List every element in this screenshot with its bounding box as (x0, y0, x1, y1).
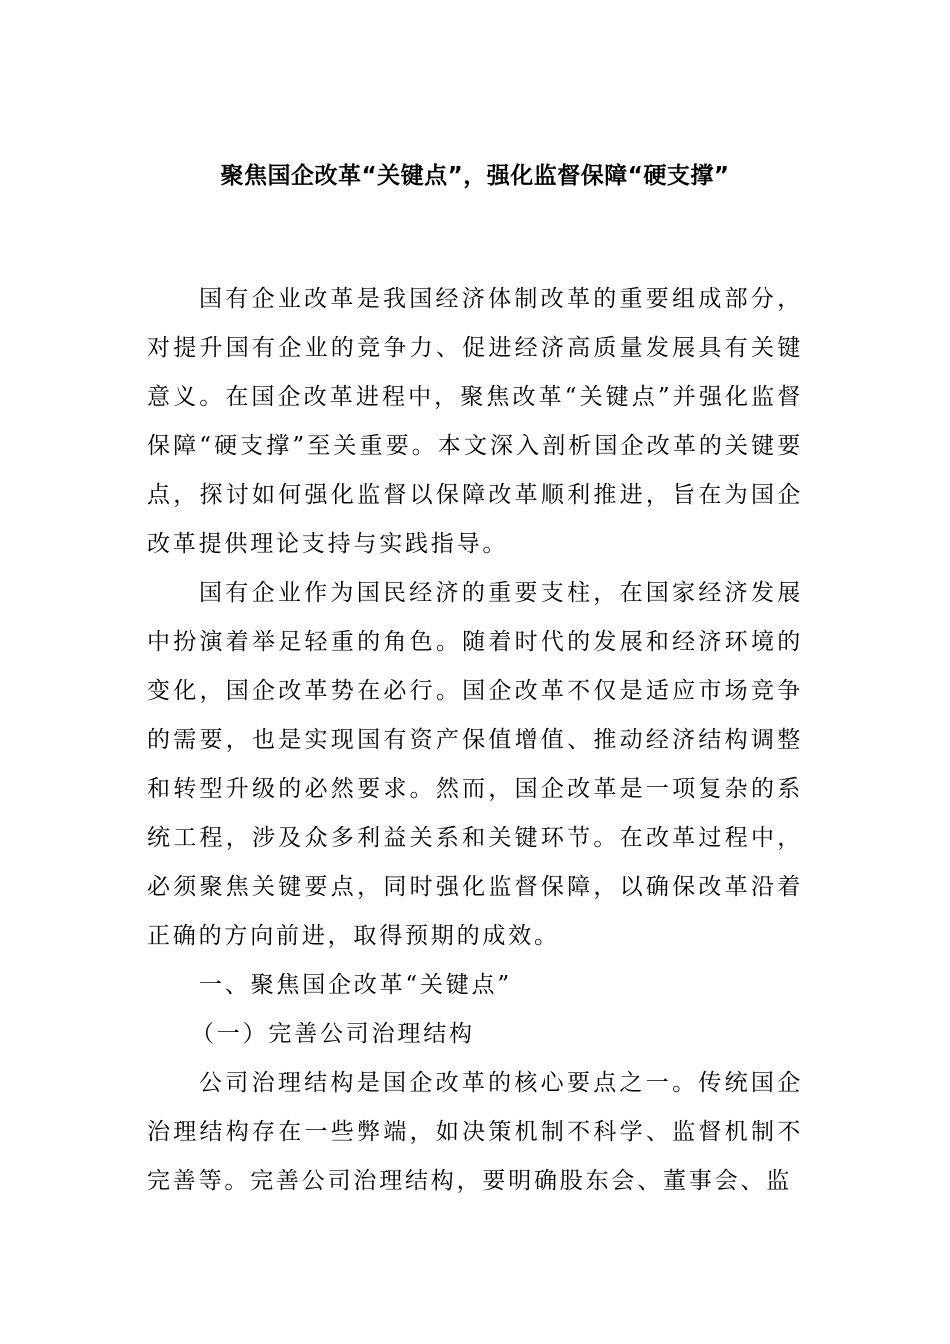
paragraph-governance: 公司治理结构是国企改革的核心要点之一。传统国企治理结构存在一些弊端，如决策机制不科学、监督机制不完善等。完善公司治理结构，要明确股东会、董事会、监 (147, 1070, 803, 1194)
section-heading: 一、聚焦国企改革“关键点” (199, 972, 512, 998)
paragraph-background: 国有企业作为国民经济的重要支柱，在国家经济发展中扮演着举足轻重的角色。随着时代的发展和经济环境的变化，国企改革势在必行。国企改革不仅是适应市场竞争的需要，也是实现国有资产保值增值、推动经济结构调整和转型升级的必然要求。然而，国企改革是一项复杂的系统工程，涉及众多利益关系和关键环节。在改革过程中，必须聚焦关键要点，同时强化监督保障，以确保改革沿着正确的方向前进，取得预期的成效。 (147, 580, 803, 949)
subsection-heading: （一）完善公司治理结构 (191, 1021, 475, 1047)
document-body (147, 275, 803, 1206)
document-title: 聚焦国企改革“关键点”，强化监督保障“硬支撑” (220, 163, 730, 189)
paragraph-intro: 国有企业改革是我国经济体制改革的重要组成部分，对提升国有企业的竞争力、促进经济高质量发展具有关键意义。在国企改革进程中，聚焦改革“关键点”并强化监督保障“硬支撑”至关重要。本文深入剖析国企改革的关键要点，探讨如何强化监督以保障改革顺利推进，旨在为国企改革提供理论支持与实践指导。 (147, 286, 803, 557)
